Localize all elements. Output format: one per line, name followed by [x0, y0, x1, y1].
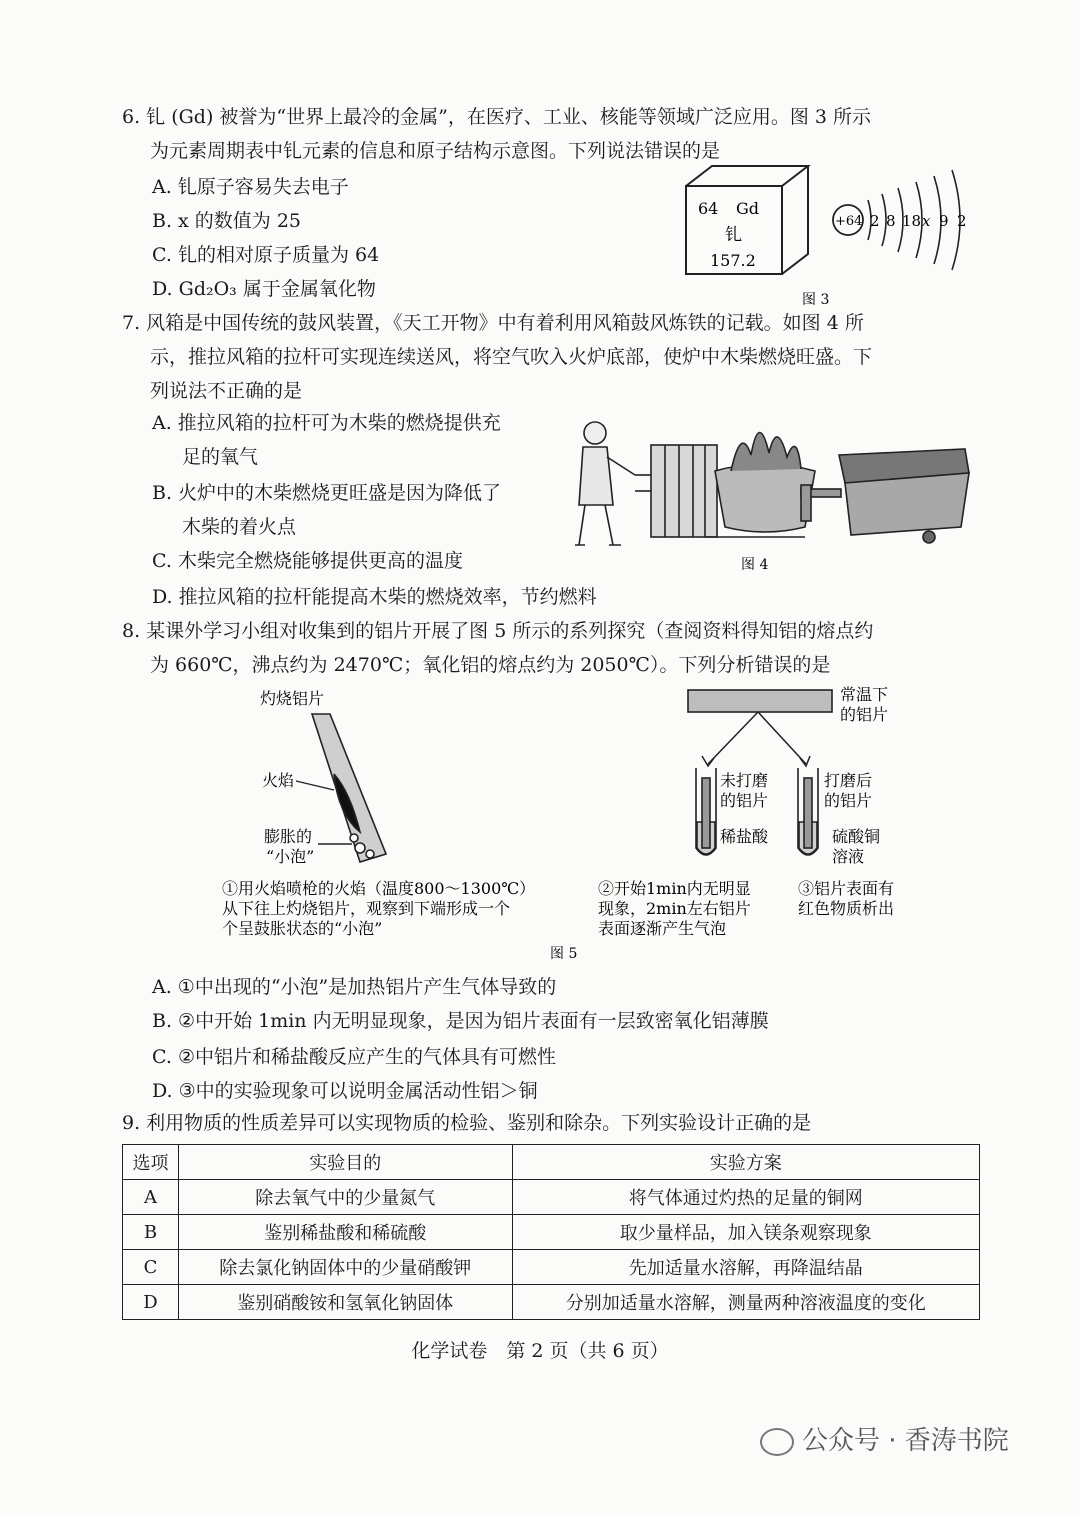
room-temp-aluminum-strip	[688, 690, 832, 766]
q8-option-a: A. ①中出现的“小泡”是加热铝片产生气体导致的	[152, 976, 557, 998]
watermark-text: 公众号 · 香涛书院	[802, 1426, 1009, 1456]
q8-stem-line2: 为 660℃，沸点约为 2470℃；氧化铝的熔点约为 2050℃）。下列分析错误的是	[150, 654, 831, 676]
label-burn-aluminum: 灼烧铝片	[260, 689, 325, 708]
caption-3-line2: 红色物质析出	[798, 899, 895, 918]
table-row	[123, 1250, 980, 1285]
q9-options-table	[122, 1144, 980, 1320]
q6-option-c: C. 钆的相对原子质量为 64	[152, 244, 380, 266]
q8-stem-line1: 8. 某课外学习小组对收集到的铝片开展了图 5 所示的系列探究（查阅资料得知铝的熔点约	[122, 620, 874, 642]
figure-3-caption: 图 3	[802, 292, 830, 308]
label-polished-2: 的铝片	[824, 791, 873, 810]
row-d-purpose: 鉴别硝酸铵和氢氧化钠固体	[178, 1285, 512, 1320]
q6-option-a: A. 钆原子容易失去电子	[152, 176, 349, 198]
row-a-plan: 将气体通过灼热的足量的铜网	[512, 1180, 979, 1215]
q7-option-b-line1: B. 火炉中的木柴燃烧更旺盛是因为降低了	[152, 482, 502, 504]
figure-4-bellows	[555, 405, 985, 580]
caption-3-line1: ③铝片表面有	[798, 879, 895, 898]
header-plan: 实验方案	[512, 1145, 979, 1180]
q7-stem-line3: 列说法不正确的是	[150, 380, 303, 402]
label-bubble-2: “小泡”	[266, 847, 315, 866]
header-option: 选项	[123, 1145, 179, 1180]
row-b-plan: 取少量样品，加入镁条观察现象	[512, 1215, 979, 1250]
figure-5-aluminum-experiments	[210, 682, 970, 967]
bellows-side-view	[801, 449, 969, 543]
row-c-plan: 先加适量水溶解，再降温结晶	[512, 1250, 979, 1285]
bellows-box	[635, 445, 717, 537]
q7-stem-line2: 示，推拉风箱的拉杆可实现连续送风，将空气吹入火炉底部，使炉中木柴燃烧旺盛。下	[150, 346, 873, 368]
q7-option-a-line2: 足的氧气	[182, 446, 259, 468]
table-header-row	[123, 1145, 980, 1180]
row-b-option: B	[123, 1215, 179, 1250]
atomic-mass: 157.2	[710, 251, 756, 270]
q7-option-a-line1: A. 推拉风箱的拉杆可为木柴的燃烧提供充	[152, 412, 501, 434]
row-c-option: C	[123, 1250, 179, 1285]
test-tube-cuso4	[798, 768, 818, 855]
label-cuso4-2: 溶液	[832, 847, 865, 866]
atomic-number: 64	[698, 199, 719, 218]
shell-3: 18	[902, 212, 922, 230]
wechat-icon	[760, 1428, 794, 1456]
label-room-temp-2: 的铝片	[840, 705, 889, 724]
q6-option-b: B. x 的数值为 25	[152, 210, 302, 232]
q6-option-d: D. Gd₂O₃ 属于金属氧化物	[152, 278, 376, 300]
shell-2: 8	[886, 212, 896, 230]
shell-4: x	[922, 212, 931, 230]
nucleus-charge: +64	[835, 214, 863, 229]
shell-6: 2	[957, 212, 967, 230]
shell-5: 9	[939, 212, 949, 230]
caption-1-line3: 个呈鼓胀状态的“小泡”	[222, 919, 383, 938]
label-room-temp-1: 常温下	[840, 685, 889, 704]
header-purpose: 实验目的	[178, 1145, 512, 1180]
worker-figure	[575, 422, 635, 545]
figure-4-caption: 图 4	[741, 557, 769, 573]
row-c-purpose: 除去氯化钠固体中的少量硝酸钾	[178, 1250, 512, 1285]
q7-option-b-line2: 木柴的着火点	[182, 516, 297, 538]
label-bubble-1: 膨胀的	[264, 827, 313, 846]
q7-option-d: D. 推拉风箱的拉杆能提高木柴的燃烧效率，节约燃料	[152, 586, 597, 608]
caption-2-line1: ②开始1min内无明显	[598, 879, 751, 898]
caption-1-line1: ①用火焰喷枪的火焰（温度800～1300℃）	[222, 879, 536, 898]
q7-stem-line1: 7. 风箱是中国传统的鼓风装置，《天工开物》中有着利用风箱鼓风炼铁的记载。如图 4 所	[122, 312, 864, 334]
row-a-option: A	[123, 1180, 179, 1215]
caption-2-line3: 表面逐渐产生气泡	[598, 919, 727, 938]
caption-1-line2: 从下往上灼烧铝片，观察到下端形成一个	[222, 899, 511, 918]
q8-option-c: C. ②中铝片和稀盐酸反应产生的气体具有可燃性	[152, 1046, 556, 1068]
element-name: 钆	[725, 225, 742, 245]
figure-5-caption: 图 5	[550, 946, 578, 962]
label-polished-1: 打磨后	[824, 771, 873, 790]
furnace	[705, 432, 815, 537]
q6-stem-line2: 为元素周期表中钆元素的信息和原子结构示意图。下列说法错误的是	[150, 140, 721, 162]
q6-stem-line1: 6. 钆 (Gd) 被誉为“世界上最冷的金属”，在医疗、工业、核能等领域广泛应用。图 3 所示	[122, 106, 872, 128]
test-tube-hcl	[696, 768, 716, 855]
label-flame: 火焰	[262, 771, 295, 790]
row-b-purpose: 鉴别稀盐酸和稀硫酸	[178, 1215, 512, 1250]
q8-option-d: D. ③中的实验现象可以说明金属活动性铝＞铜	[152, 1080, 538, 1102]
q7-option-c: C. 木柴完全燃烧能够提供更高的温度	[152, 550, 463, 572]
page-footer: 化学试卷 第 2 页（共 6 页）	[411, 1340, 669, 1362]
row-d-option: D	[123, 1285, 179, 1320]
caption-2-line2: 现象，2min左右铝片	[598, 899, 751, 918]
watermark	[760, 1420, 1009, 1457]
q8-option-b: B. ②中开始 1min 内无明显现象，是因为铝片表面有一层致密氧化铝薄膜	[152, 1010, 769, 1032]
figure-3-gd-element	[660, 160, 990, 310]
q9-stem: 9. 利用物质的性质差异可以实现物质的检验、鉴别和除杂。下列实验设计正确的是	[122, 1112, 812, 1134]
table-row	[123, 1285, 980, 1320]
label-unpolished-1: 未打磨	[720, 771, 769, 790]
shell-1: 2	[870, 212, 880, 230]
row-d-plan: 分别加适量水溶解，测量两种溶液温度的变化	[512, 1285, 979, 1320]
label-unpolished-2: 的铝片	[720, 791, 769, 810]
table-row	[123, 1215, 980, 1250]
row-a-purpose: 除去氧气中的少量氮气	[178, 1180, 512, 1215]
element-symbol: Gd	[736, 199, 760, 218]
label-cuso4-1: 硫酸铜	[832, 827, 881, 846]
label-hcl: 稀盐酸	[720, 827, 769, 846]
flame-pointer	[296, 781, 334, 790]
table-row	[123, 1180, 980, 1215]
